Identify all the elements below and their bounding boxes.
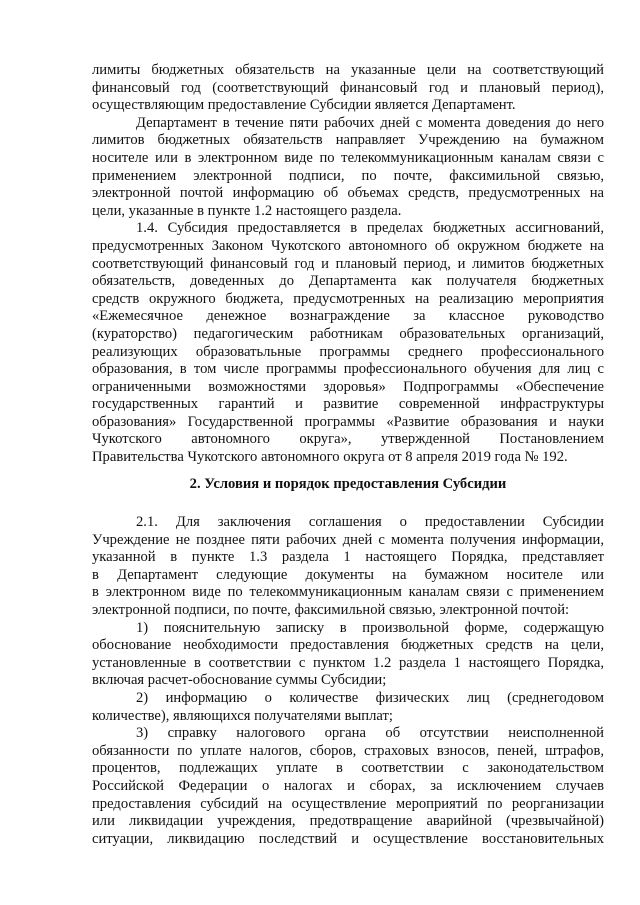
text-line: ограниченными возможностями здоровья» Подпрограммы «Обеспечение [92, 378, 604, 395]
text-line: включая расчет-обоснование суммы Субсидии; [92, 672, 387, 689]
text-line: установленные в соответствии с пунктом 1.2 раздела 1 настоящего Порядка, [92, 654, 604, 671]
text-line: осуществляющим предоставление Субсидии является Департамент. [92, 97, 516, 114]
text-line: реализующих образоватьльные программы среднего профессионального [92, 343, 604, 360]
text-line: (кураторство) педагогическим работникам образовательных организаций, [92, 325, 604, 342]
text-line: предусмотренных Законом Чукотского автономного об окружном бюджете на [92, 237, 604, 254]
text-line: применением электронной подписи, по почте, факсимильной связью, [92, 167, 604, 184]
text-line: образования» Государственной программы «Развитие образования и науки [92, 413, 604, 430]
text-line: средств окружного бюджета, предусмотренных на реализацию мероприятия [92, 290, 604, 307]
text-line: образования, в том числе программы профессионального обучения для лиц с [92, 361, 604, 378]
text-line: «Ежемесячное денежное вознаграждение за классное руководство [92, 308, 604, 325]
text-line: в Департамент следующие документы на бумажном носителе или [92, 566, 604, 583]
section-heading: 2. Условия и порядок предоставления Субсидии [189, 476, 507, 492]
paragraph-group-2 [92, 514, 604, 848]
text-line: финансовый год (соответствующий финансовый год и плановый период), [92, 79, 604, 96]
text-line: количестве), являющихся получателями выплат; [92, 707, 393, 724]
text-line: лимиты бюджетных обязательств на указанные цели на соответствующий [92, 62, 604, 78]
text-line: 1) пояснительную записку в произвольной форме, содержащую [136, 619, 604, 636]
text-line: 2) информацию о количестве физических лиц (среднегодовом [136, 689, 604, 706]
text-line: ситуации, ликвидацию последствий и осуществление восстановительных [92, 830, 604, 847]
text-line: 2.1. Для заключения соглашения о предоставлении Субсидии [136, 514, 604, 530]
text-line: соответствующий финансовый год и плановый период, и лимитов бюджетных [92, 255, 604, 272]
text-line: Чукотского автономного округа», утвержденной Постановлением [92, 431, 604, 448]
text-line: в электронном виде по телекоммуникационным каналам связи с применением [92, 584, 604, 601]
text-line: лимитов бюджетных обязательств направляет Учреждению на бумажном [92, 132, 604, 149]
text-line: или ликвидации учреждения, предотвращение аварийной (чрезвычайной) [92, 813, 604, 830]
text-line: государственных гарантий и развитие современной инфраструктуры [92, 396, 604, 413]
text-line: обоснование необходимости предоставления бюджетных средств на цели, [92, 637, 604, 654]
text-line: обязанности по уплате налогов, сборов, страховых взносов, пеней, штрафов, [92, 742, 604, 759]
text-line: процентов, подлежащих уплате в соответствии с законодательством [92, 760, 604, 777]
text-line: Учреждение не позднее пяти рабочих дней с момента получения информации, [92, 531, 604, 548]
paragraph-group-1 [92, 62, 604, 467]
text-line: 3) справку налогового органа об отсутствии неисполненной [136, 725, 604, 742]
text-line: Правительства Чукотского автономного округа от 8 апреля 2019 года № 192. [92, 449, 568, 466]
text-line: предоставления субсидий на осуществление мероприятий по реорганизации [92, 795, 604, 812]
text-line: Департамент в течение пяти рабочих дней с момента доведения до него [136, 114, 604, 131]
text-line: электронной подписи, по почте, факсимильной связью, электронной почтой: [92, 601, 570, 618]
text-line: указанной в пункте 1.3 раздела 1 настоящего Порядка, представляет [92, 549, 604, 566]
text-line: 1.4. Субсидия предоставляется в пределах бюджетных ассигнований, [136, 220, 604, 237]
text-line: Российской Федерации о налогах и сборах, за исключением случаев [92, 777, 604, 794]
text-line: электронной почтой информацию об объемах средств, предусмотренных на [92, 185, 604, 202]
text-line: носителе или в электронном виде по телекоммуникационным каналам связи с [92, 149, 604, 166]
text-line: цели, указанные в пункте 1.2 настоящего раздела. [92, 202, 402, 219]
text-line: обязательств, доведенных до Департамента как получателя бюджетных [92, 273, 604, 290]
